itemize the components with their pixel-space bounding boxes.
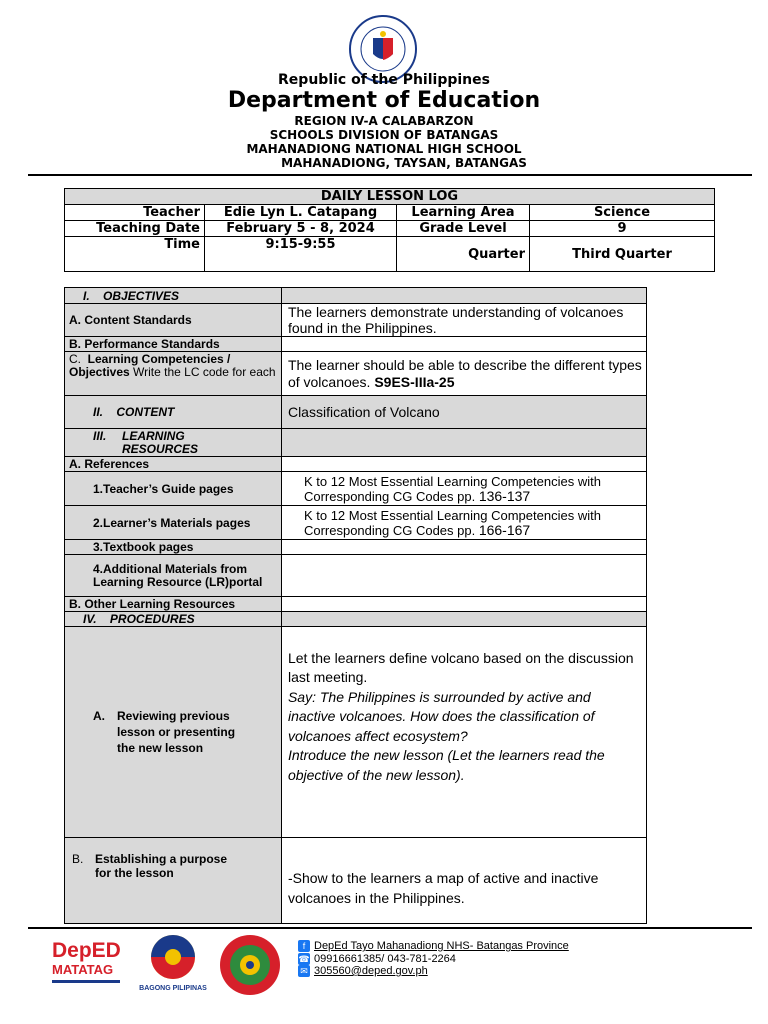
- learners-materials-value: K to 12 Most Essential Learning Competencies with Corresponding CG Codes pp. 166-167: [281, 506, 646, 540]
- grade-value: 9: [530, 221, 715, 237]
- other-resources-label: B. Other Learning Resources: [65, 597, 282, 612]
- header-rule: [28, 174, 752, 176]
- teacher-value: Edie Lyn L. Catapang: [205, 205, 397, 221]
- procedure-b-label: B. Establishing a purpose for the lesson: [65, 838, 282, 924]
- footer-rule: [28, 927, 752, 929]
- teachers-guide-value: K to 12 Most Essential Learning Competencies with Corresponding CG Codes pp. 136-137: [281, 472, 646, 506]
- division-heading: SCHOOLS DIVISION OF BATANGAS: [269, 128, 499, 142]
- quarter-label: Quarter: [397, 237, 530, 272]
- daily-lesson-log-table: [64, 188, 715, 272]
- content-heading: II. CONTENT: [65, 396, 282, 429]
- phone-icon: ☎: [298, 954, 310, 965]
- date-value: February 5 - 8, 2024: [205, 221, 397, 237]
- phone-contact: ☎ 09916661385/ 043-781-2264: [298, 953, 456, 965]
- address-heading: MAHANADIONG, TAYSAN, BATANGAS: [281, 156, 527, 170]
- department-heading: Department of Education: [227, 88, 541, 113]
- procedure-a-label: A. Reviewing previous lesson or presenting the new lesson: [65, 627, 282, 838]
- procedures-heading: IV. PROCEDURES: [65, 612, 282, 627]
- competencies-label: C. Learning Competencies / Objectives Write the LC code for each: [65, 352, 282, 396]
- time-label: Time: [65, 237, 205, 272]
- competencies-value: The learner should be able to describe the different types of volcanoes. S9ES-IIIa-25: [281, 352, 646, 396]
- teacher-label: Teacher: [65, 205, 205, 221]
- learners-materials-label: 2.Learner’s Materials pages: [65, 506, 282, 540]
- resources-heading: III. LEARNING RESOURCES: [65, 429, 282, 457]
- region-heading: REGION IV-A CALABARZON: [294, 114, 474, 128]
- teachers-guide-label: 1.Teacher’s Guide pages: [65, 472, 282, 506]
- email-contact[interactable]: ✉ 305560@deped.gov.ph: [298, 965, 428, 977]
- school-seal-logo: [219, 934, 281, 996]
- textbook-label: 3.Textbook pages: [65, 540, 282, 555]
- procedure-a-value: Let the learners define volcano based on the discussion last meeting. Say: The Philippines is surrounded by active and inactive volcanoes. How does the classification of volcanoes affect ecosystem? Introduce the new lesson (Let the learners read the objective of the new lesson).: [281, 627, 646, 838]
- lesson-plan-table: [64, 287, 647, 924]
- performance-standards-label: B. Performance Standards: [65, 337, 282, 352]
- email-icon: ✉: [298, 965, 310, 977]
- content-standards-label: A. Content Standards: [65, 304, 282, 337]
- facebook-icon: f: [298, 940, 310, 952]
- time-value: 9:15-9:55: [205, 237, 397, 272]
- deped-matatag-logo: DepED MATATAG: [52, 940, 124, 992]
- learning-area-value: Science: [530, 205, 715, 221]
- republic-heading: Republic of the Philippines: [278, 72, 490, 88]
- quarter-value: Third Quarter: [530, 237, 715, 272]
- objectives-heading: I. OBJECTIVES: [65, 288, 282, 304]
- additional-materials-label: 4.Additional Materials from Learning Resource (LR)portal: [65, 555, 282, 597]
- dll-title: DAILY LESSON LOG: [65, 189, 715, 205]
- content-standards-value: The learners demonstrate understanding of volcanoes found in the Philippines.: [281, 304, 646, 337]
- school-heading: MAHANADIONG NATIONAL HIGH SCHOOL: [246, 142, 522, 156]
- references-label: A. References: [65, 457, 282, 472]
- bagong-pilipinas-logo: BAGONG PILIPINAS: [138, 934, 208, 992]
- facebook-contact[interactable]: f DepEd Tayo Mahanadiong NHS- Batangas Province: [298, 940, 569, 952]
- procedure-b-value: -Show to the learners a map of active and inactive volcanoes in the Philippines.: [281, 838, 646, 924]
- grade-label: Grade Level: [397, 221, 530, 237]
- learning-area-label: Learning Area: [397, 205, 530, 221]
- content-value: Classification of Volcano: [281, 396, 646, 429]
- date-label: Teaching Date: [65, 221, 205, 237]
